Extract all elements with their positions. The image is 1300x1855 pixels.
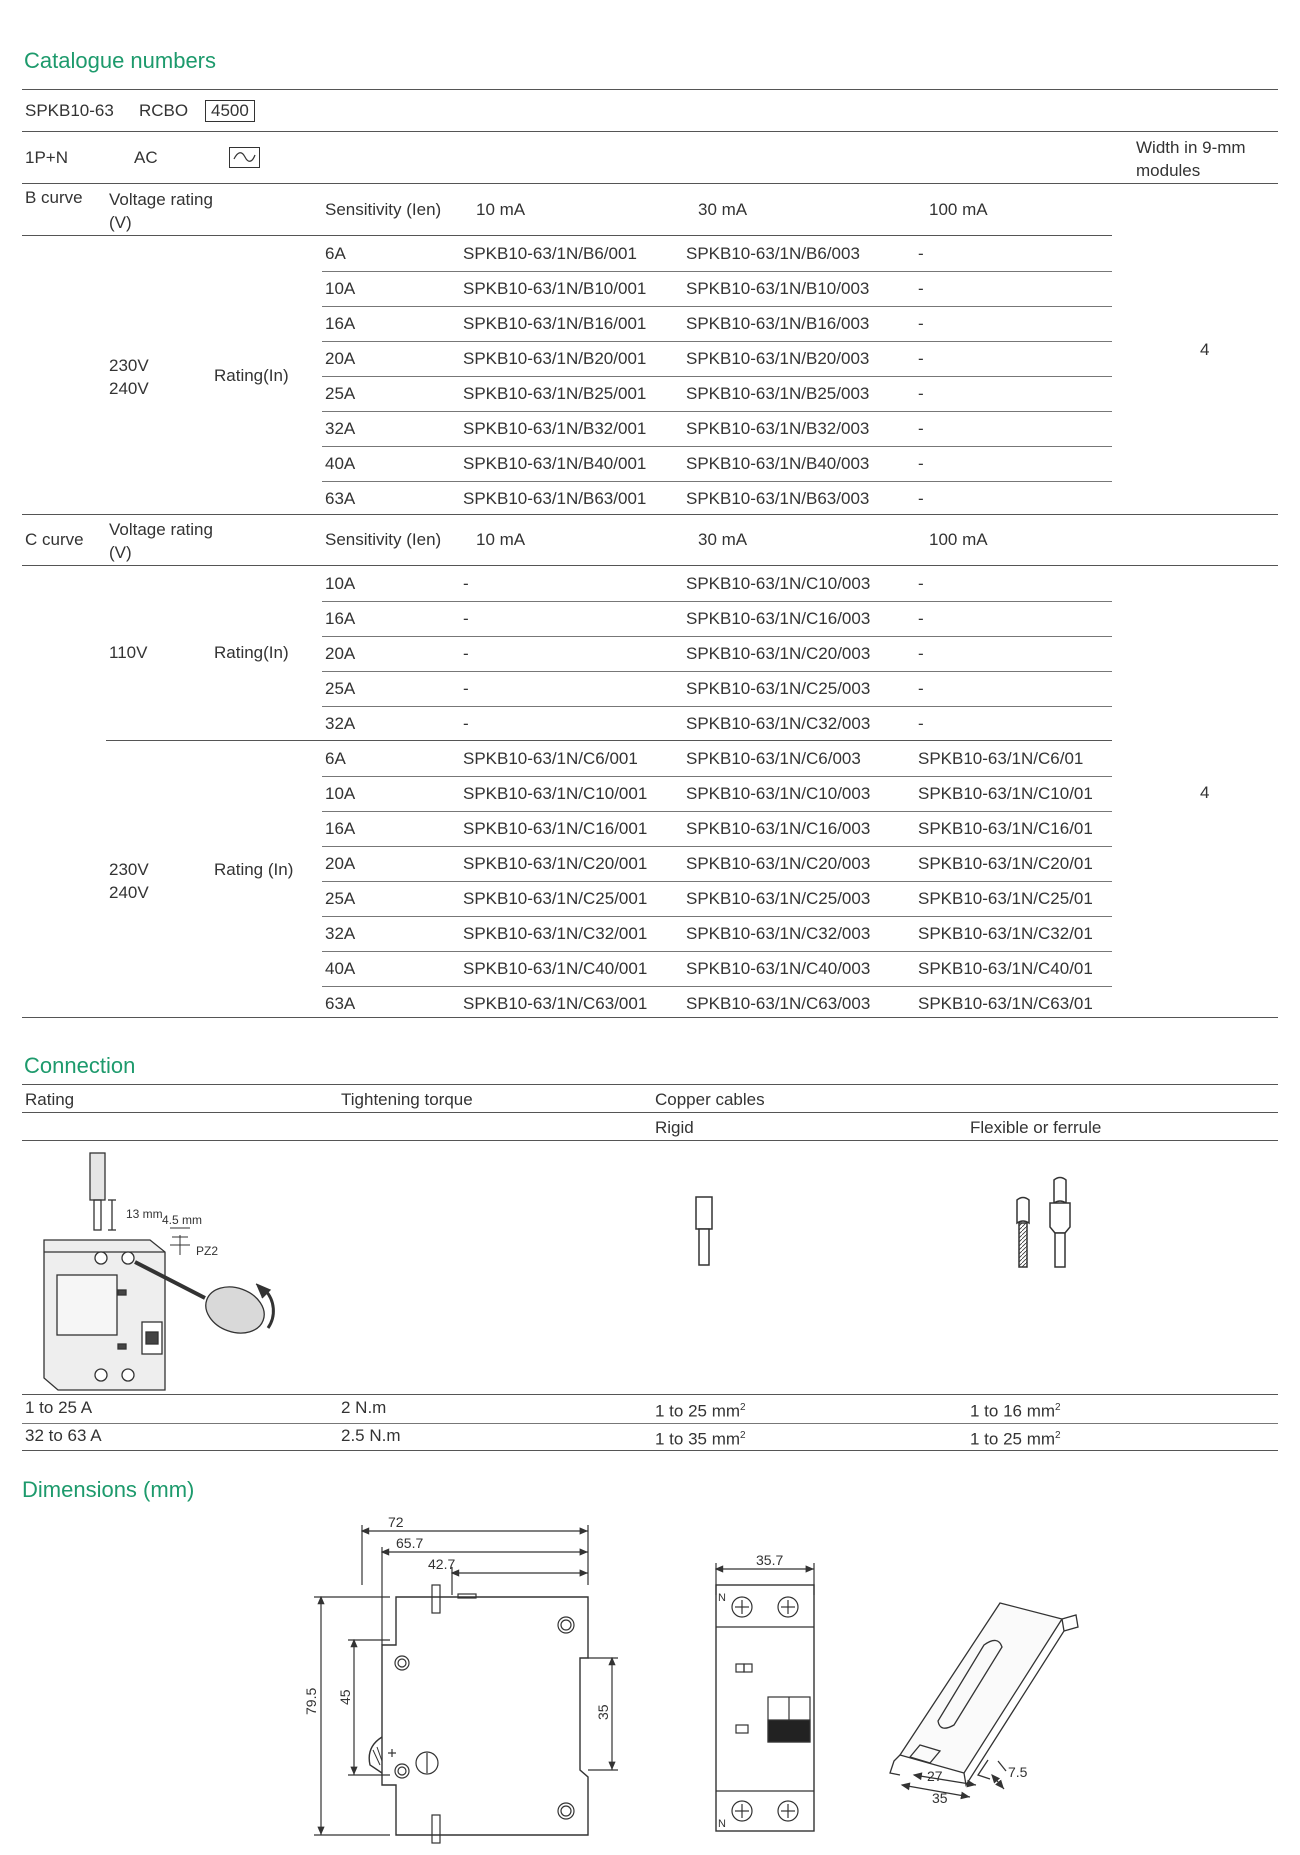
front-view-drawing xyxy=(700,1555,830,1845)
b-rating-label: Rating(In) xyxy=(214,366,289,385)
type-label: AC xyxy=(134,148,158,167)
rating-cell: 10A xyxy=(325,574,356,593)
divider xyxy=(22,1394,1278,1395)
rating-cell: 40A xyxy=(325,959,356,978)
catalogue-100ma-cell: SPKB10-63/1N/C6/01 xyxy=(918,749,1084,768)
rail-dim-27: 27 xyxy=(927,1768,943,1784)
rating-cell: 6A xyxy=(325,749,346,768)
catalogue-10ma-cell: SPKB10-63/1N/C20/001 xyxy=(463,854,648,873)
catalogue-100ma-cell: - xyxy=(918,384,924,403)
catalogue-10ma-cell: SPKB10-63/1N/C25/001 xyxy=(463,889,648,908)
b-curve-label: B curve xyxy=(25,188,83,207)
ac-wave-icon xyxy=(229,147,261,169)
row-divider xyxy=(322,636,1112,637)
catalogue-30ma-cell: SPKB10-63/1N/C20/003 xyxy=(686,854,871,873)
neutral-mark-bottom: N xyxy=(718,1818,726,1830)
rating-cell: 63A xyxy=(325,994,356,1013)
catalogue-100ma-cell: SPKB10-63/1N/C40/01 xyxy=(918,959,1093,978)
catalogue-30ma-cell: SPKB10-63/1N/C6/003 xyxy=(686,749,861,768)
c-voltage-110: 110V xyxy=(109,643,148,662)
sensitivity-header: Sensitivity (Ien) xyxy=(325,530,442,549)
catalogue-100ma-cell: - xyxy=(918,609,924,628)
catalogue-30ma-cell: SPKB10-63/1N/B32/003 xyxy=(686,419,870,438)
conn-rating-cell xyxy=(25,1426,102,1446)
catalogue-10ma-cell: SPKB10-63/1N/B16/001 xyxy=(463,314,647,333)
divider xyxy=(22,183,1278,184)
catalogue-30ma-cell: SPKB10-63/1N/C20/003 xyxy=(686,644,871,663)
conn-rigid-cell-value: 1 to 35 mm xyxy=(655,1429,741,1449)
catalogue-100ma-cell: - xyxy=(918,419,924,438)
c-rating-label-1: Rating(In) xyxy=(214,643,289,662)
catalogue-100ma-cell: - xyxy=(918,279,924,298)
divider xyxy=(22,1084,1278,1085)
divider xyxy=(22,1017,1278,1018)
conn-flexible-cell xyxy=(970,1398,1061,1422)
catalogue-10ma-cell: SPKB10-63/1N/B32/001 xyxy=(463,419,647,438)
catalogue-10ma-cell: SPKB10-63/1N/B6/001 xyxy=(463,244,637,263)
sensitivity-10ma: 10 mA xyxy=(476,530,526,549)
catalogue-30ma-cell: SPKB10-63/1N/C10/003 xyxy=(686,784,871,803)
divider xyxy=(22,235,1112,236)
divider xyxy=(106,740,1112,741)
rating-cell: 25A xyxy=(325,384,356,403)
catalogue-30ma-cell: SPKB10-63/1N/C25/003 xyxy=(686,679,871,698)
rating-cell: 25A xyxy=(325,889,356,908)
copper-cables-header: Copper cables xyxy=(655,1090,765,1109)
catalogue-30ma-cell: SPKB10-63/1N/C25/003 xyxy=(686,889,871,908)
sensitivity-30ma: 30 mA xyxy=(698,200,748,219)
rating-cell: 16A xyxy=(325,314,356,333)
catalogue-30ma-cell: SPKB10-63/1N/B40/003 xyxy=(686,454,870,473)
rating-cell: 10A xyxy=(325,279,356,298)
divider xyxy=(22,131,1278,132)
catalogue-10ma-cell: SPKB10-63/1N/C6/001 xyxy=(463,749,638,768)
dim-72: 72 xyxy=(388,1515,404,1530)
rating-cell: 20A xyxy=(325,349,356,368)
rating-cell: 25A xyxy=(325,679,356,698)
catalogue-title: Catalogue numbers xyxy=(24,48,217,73)
catalogue-30ma-cell: SPKB10-63/1N/B20/003 xyxy=(686,349,870,368)
divider xyxy=(22,89,1278,90)
conn-rigid-cell xyxy=(655,1426,746,1450)
catalogue-100ma-cell: - xyxy=(918,244,924,263)
row-divider xyxy=(322,601,1112,602)
catalogue-100ma-cell: SPKB10-63/1N/C16/01 xyxy=(918,819,1093,838)
catalogue-30ma-cell: SPKB10-63/1N/C16/003 xyxy=(686,609,871,628)
catalogue-100ma-cell: SPKB10-63/1N/C63/01 xyxy=(918,994,1093,1013)
conn-flexible-cell-value: 1 to 25 mm xyxy=(970,1429,1056,1449)
catalogue-100ma-cell: SPKB10-63/1N/C10/01 xyxy=(918,784,1093,803)
breaking-capacity-badge: 4500 xyxy=(205,100,255,122)
row-divider xyxy=(322,986,1112,987)
catalogue-10ma-cell: SPKB10-63/1N/B10/001 xyxy=(463,279,647,298)
rating-cell: 16A xyxy=(325,609,356,628)
voltage-header: Voltage rating (V) xyxy=(109,190,213,232)
catalogue-10ma-cell: - xyxy=(463,644,469,663)
conn-rigid-cell xyxy=(655,1398,746,1422)
unit-superscript: 2 xyxy=(1055,1402,1061,1413)
rating-cell: 20A xyxy=(325,644,356,663)
row-divider xyxy=(322,811,1112,812)
product-code: SPKB10-63 xyxy=(25,101,114,120)
row-divider xyxy=(322,706,1112,707)
rating-cell: 6A xyxy=(325,244,346,263)
rating-cell: 20A xyxy=(325,854,356,873)
catalogue-100ma-cell: SPKB10-63/1N/C25/01 xyxy=(918,889,1093,908)
rating-cell: 32A xyxy=(325,714,356,733)
strip-length-label: 13 mm xyxy=(126,1207,163,1221)
rating-cell: 16A xyxy=(325,819,356,838)
catalogue-10ma-cell: SPKB10-63/1N/B20/001 xyxy=(463,349,647,368)
divider xyxy=(22,1140,1278,1141)
rating-cell: 40A xyxy=(325,454,356,473)
unit-superscript: 2 xyxy=(740,1402,746,1413)
row-divider xyxy=(322,916,1112,917)
conn-torque-cell xyxy=(341,1426,401,1446)
catalogue-100ma-cell: - xyxy=(918,574,924,593)
row-divider xyxy=(322,271,1112,272)
conn-rigid-cell-value: 1 to 25 mm xyxy=(655,1401,741,1421)
catalogue-10ma-cell: SPKB10-63/1N/B40/001 xyxy=(463,454,647,473)
catalogue-30ma-cell: SPKB10-63/1N/C10/003 xyxy=(686,574,871,593)
rating-cell: 32A xyxy=(325,924,356,943)
screwdriver-width-label: 4.5 mm xyxy=(162,1213,203,1227)
b-voltage: 230V 240V xyxy=(109,356,149,398)
sensitivity-100ma: 100 mA xyxy=(929,530,988,549)
catalogue-30ma-cell: SPKB10-63/1N/B6/003 xyxy=(686,244,860,263)
rating-cell: 32A xyxy=(325,419,356,438)
row-divider xyxy=(322,306,1112,307)
row-divider xyxy=(322,341,1112,342)
rating-cell: 63A xyxy=(325,489,356,508)
catalogue-30ma-cell: SPKB10-63/1N/B25/003 xyxy=(686,384,870,403)
unit-superscript: 2 xyxy=(740,1430,746,1441)
conn-rating-cell-value: 1 to 25 A xyxy=(25,1398,93,1417)
divider xyxy=(22,514,1278,515)
conn-rating-cell xyxy=(25,1398,92,1418)
rating-cell: 10A xyxy=(325,784,356,803)
catalogue-100ma-cell: - xyxy=(918,489,924,508)
side-view-drawing xyxy=(300,1515,630,1845)
catalogue-100ma-cell: - xyxy=(918,644,924,663)
din-rail-drawing xyxy=(880,1585,1120,1825)
catalogue-10ma-cell: - xyxy=(463,679,469,698)
conn-torque-cell xyxy=(341,1398,386,1418)
catalogue-30ma-cell: SPKB10-63/1N/C16/003 xyxy=(686,819,871,838)
conn-flexible-cell-value: 1 to 16 mm xyxy=(970,1401,1056,1421)
b-width-value: 4 xyxy=(1200,340,1210,359)
rating-header: Rating xyxy=(25,1090,75,1109)
catalogue-30ma-cell: SPKB10-63/1N/C32/003 xyxy=(686,924,871,943)
c-rating-label-2: Rating (In) xyxy=(214,860,294,879)
row-divider xyxy=(322,776,1112,777)
conn-flexible-cell xyxy=(970,1426,1061,1450)
conn-rating-cell-value: 32 to 63 A xyxy=(25,1426,102,1445)
catalogue-100ma-cell: - xyxy=(918,714,924,733)
conn-torque-cell-value: 2 N.m xyxy=(341,1398,387,1417)
dim-79-5: 79.5 xyxy=(303,1687,319,1715)
neutral-mark-top: N xyxy=(718,1592,726,1604)
divider xyxy=(22,1450,1278,1451)
flexible-cable-icon xyxy=(1010,1175,1080,1275)
catalogue-30ma-cell: SPKB10-63/1N/C32/003 xyxy=(686,714,871,733)
c-curve-label: C curve xyxy=(25,530,84,549)
connection-title: Connection xyxy=(24,1053,136,1078)
sensitivity-10ma: 10 mA xyxy=(476,200,526,219)
row-divider xyxy=(322,846,1112,847)
row-divider xyxy=(322,481,1112,482)
catalogue-10ma-cell: SPKB10-63/1N/B25/001 xyxy=(463,384,647,403)
rigid-header: Rigid xyxy=(655,1118,694,1137)
rail-dim-7-5: 7.5 xyxy=(1008,1764,1028,1780)
rail-dim-35: 35 xyxy=(932,1790,948,1806)
voltage-header: Voltage rating (V) xyxy=(109,520,213,562)
catalogue-10ma-cell: SPKB10-63/1N/B63/001 xyxy=(463,489,647,508)
catalogue-10ma-cell: SPKB10-63/1N/C32/001 xyxy=(463,924,648,943)
row-divider xyxy=(322,951,1112,952)
c-voltage-230: 230V 240V xyxy=(109,860,149,902)
catalogue-10ma-cell: SPKB10-63/1N/C10/001 xyxy=(463,784,648,803)
catalogue-30ma-cell: SPKB10-63/1N/C63/003 xyxy=(686,994,871,1013)
catalogue-100ma-cell: SPKB10-63/1N/C20/01 xyxy=(918,854,1093,873)
row-divider xyxy=(322,411,1112,412)
c-width-value: 4 xyxy=(1200,783,1210,802)
catalogue-100ma-cell: - xyxy=(918,314,924,333)
dim-45: 45 xyxy=(337,1689,353,1705)
dimensions-title: Dimensions (mm) xyxy=(22,1477,195,1502)
divider xyxy=(22,565,1278,566)
sensitivity-30ma: 30 mA xyxy=(698,530,748,549)
sensitivity-100ma: 100 mA xyxy=(929,200,988,219)
conn-torque-cell-value: 2.5 N.m xyxy=(341,1426,401,1445)
unit-superscript: 2 xyxy=(1055,1430,1061,1441)
catalogue-100ma-cell: - xyxy=(918,349,924,368)
flexible-header: Flexible or ferrule xyxy=(970,1118,1102,1137)
product-type: RCBO xyxy=(139,101,189,120)
catalogue-100ma-cell: - xyxy=(918,679,924,698)
catalogue-10ma-cell: - xyxy=(463,574,469,593)
catalogue-30ma-cell: SPKB10-63/1N/B10/003 xyxy=(686,279,870,298)
catalogue-30ma-cell: SPKB10-63/1N/C40/003 xyxy=(686,959,871,978)
row-divider xyxy=(322,446,1112,447)
catalogue-100ma-cell: - xyxy=(918,454,924,473)
dim-65-7: 65.7 xyxy=(396,1535,424,1551)
catalogue-10ma-cell: SPKB10-63/1N/C40/001 xyxy=(463,959,648,978)
row-divider xyxy=(22,1423,1278,1424)
sensitivity-header: Sensitivity (Ien) xyxy=(325,200,442,219)
catalogue-10ma-cell: SPKB10-63/1N/C63/001 xyxy=(463,994,648,1013)
dim-42-7: 42.7 xyxy=(428,1556,456,1572)
catalogue-10ma-cell: SPKB10-63/1N/C16/001 xyxy=(463,819,648,838)
catalogue-30ma-cell: SPKB10-63/1N/B63/003 xyxy=(686,489,870,508)
row-divider xyxy=(322,881,1112,882)
catalogue-100ma-cell: SPKB10-63/1N/C32/01 xyxy=(918,924,1093,943)
catalogue-10ma-cell: - xyxy=(463,714,469,733)
rigid-cable-icon xyxy=(690,1195,720,1270)
width-header: Width in 9-mm modules xyxy=(1136,138,1246,180)
row-divider xyxy=(322,376,1112,377)
dim-35-7: 35.7 xyxy=(756,1555,784,1568)
breaker-connection-illustration xyxy=(30,1150,300,1400)
row-divider xyxy=(322,671,1112,672)
torque-header: Tightening torque xyxy=(341,1090,473,1109)
screwdriver-type-label: PZ2 xyxy=(196,1244,219,1258)
poles-label: 1P+N xyxy=(25,148,68,167)
divider xyxy=(22,1112,1278,1113)
dim-35: 35 xyxy=(595,1704,611,1720)
catalogue-30ma-cell: SPKB10-63/1N/B16/003 xyxy=(686,314,870,333)
catalogue-10ma-cell: - xyxy=(463,609,469,628)
